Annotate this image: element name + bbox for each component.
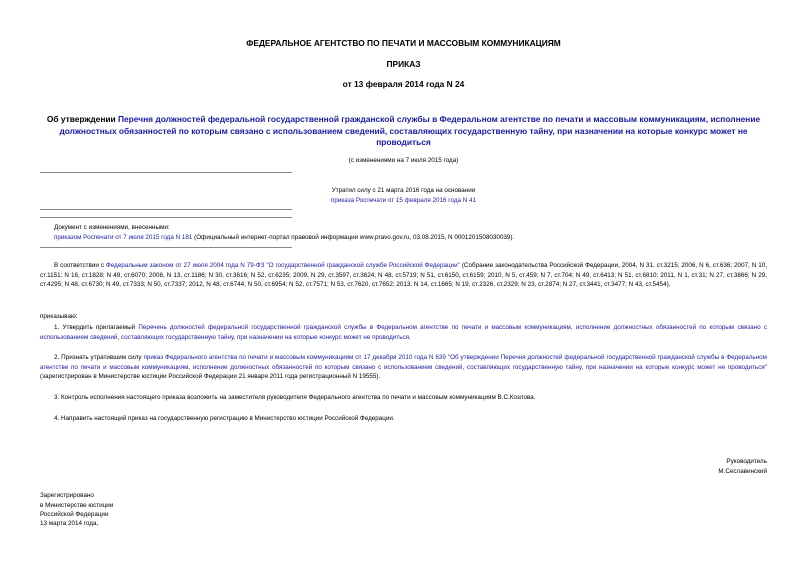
validity-note: Утратил силу с 21 марта 2016 года на основании bbox=[331, 187, 476, 194]
changes-link[interactable]: приказом Роспечати от 7 июля 2015 года N 181 bbox=[54, 234, 193, 241]
registration-line-3: Российской Федерации bbox=[40, 511, 109, 518]
validity-link[interactable]: приказа Роспечати от 15 февраля 2016 года N 41 bbox=[330, 197, 477, 204]
registration-line-4: 13 марта 2014 года, bbox=[40, 520, 99, 527]
item-1-prefix: 1. Утвердить прилагаемый bbox=[54, 324, 139, 331]
item-4-text: 4. Направить настоящий приказ на государственную регистрацию в Министерство юстиции Российской Федерации. bbox=[54, 415, 395, 422]
signature-role: Руководитель bbox=[726, 458, 767, 465]
changes-detail bbox=[54, 233, 767, 243]
item-4 bbox=[40, 414, 767, 424]
registration-line-2: в Министерстве юстиции bbox=[40, 502, 114, 509]
item-1-suffix: . bbox=[409, 333, 411, 341]
document-type: ПРИКАЗ bbox=[386, 59, 421, 69]
item-2 bbox=[40, 353, 767, 382]
item-3 bbox=[40, 393, 767, 403]
title-prefix: Об утверждении bbox=[46, 114, 118, 124]
document-title bbox=[40, 114, 767, 149]
federal-law-link[interactable]: Федеральным законом от 27 июля 2004 года N 79-ФЗ "О государственной гражданской службе Российской Федерации" bbox=[105, 262, 460, 269]
document-date-number: от 13 февраля 2014 года N 24 bbox=[342, 79, 465, 89]
item-2-prefix: 2. Признать утратившим силу bbox=[54, 354, 144, 361]
changes-rest: (Официальный интернет-портал правовой информации www.pravo.gov.ru, 03.08.2015, N 0001201508030039). bbox=[192, 234, 515, 241]
preamble-paragraph bbox=[40, 261, 767, 290]
changes-label: Документ с изменениями, внесенными: bbox=[54, 224, 170, 231]
order-word: приказываю: bbox=[40, 313, 78, 320]
preamble-rest: (Собрание законодательства Российской Федерации, 2004, N 31, ст.3215; 2006, N 6, ст.636; 2007, N 10, ст.1151; N 16, ст.1828; N 49, ст.6070; 2008, N 13, ст.1186; N 30, ст.3616; N 52, ст.6235; 2009, N 29, ст.3597, ст.3624; N 48, ст.5719; N 51, ст.6150, ст.6159; 2010, N 5, ст.459; N 7, ст.704; N 49, ст.6413; N 51, ст.6810; 2011, N 1, ст.31; N 27, ст.3866; N 29, ст.4295; N 48, ст.6730; N 49, ст.7333; N 50, ст.7337; 2012, N 48, ст.6744; N 50, ст.6954; N 52, ст.7571; N 53, ст.7620, ст.7652; 2013, N 14, ст.1665; N 19, ст.2326, ст.2329; N 23, ст.2874; N 27, ст.3441, ст.3477; N 43, ст.5454), bbox=[40, 262, 767, 289]
divider bbox=[40, 209, 292, 210]
amendments-note: (с изменениями на 7 июля 2015 года) bbox=[348, 157, 459, 164]
item-2-order-link[interactable]: приказ Федерального агентства по печати и массовым коммуникациям от 17 декабря 2010 года N 639 "Об утверждении Перечня должностей федеральной государственной гражданской службы в Федеральном агентстве по печати и массовым коммуникациям, исполнение должностных обязанностей по которым связано с использованием сведений, составляющих государственную тайну, при назначении на которые конкурс может не проводиться" bbox=[40, 354, 767, 371]
agency-name: ФЕДЕРАЛЬНОЕ АГЕНТСТВО ПО ПЕЧАТИ И МАССОВЫМ КОММУНИКАЦИЯМ bbox=[246, 38, 561, 48]
preamble-prefix: В соответствии с bbox=[54, 262, 106, 269]
item-1 bbox=[40, 323, 767, 342]
item-1-list-link[interactable]: Перечень должностей федеральной государственной гражданской службы в Федеральном агентстве по печати и массовым коммуникациям, исполнение должностных обязанностей по которым связано с использованием сведений, составляющих государственную тайну, при назначении на которые конкурс может не проводиться bbox=[40, 324, 767, 341]
title-list-link[interactable]: Перечня должностей федеральной государственной гражданской службы в Федеральном агентстве по печати и массовым коммуникациям, исполнение должностных обязанностей по которым связано с использованием сведений, составляющих государственную тайну, при назначении на которые конкурс может не проводиться bbox=[59, 114, 761, 147]
item-2-suffix: (зарегистрирован в Министерстве юстиции Российской Федерации 21 января 2011 года регистрационный N 19555). bbox=[40, 373, 381, 381]
divider bbox=[40, 217, 292, 218]
divider bbox=[40, 247, 292, 248]
signature-name: М.Сеславинский bbox=[718, 468, 767, 475]
divider bbox=[40, 172, 292, 173]
registration-line-1: Зарегистрировано bbox=[40, 492, 94, 499]
item-3-text: 3. Контроль исполнения настоящего приказа возложить на заместителя руководителя Федерального агентства по печати и массовым коммуникациям В.С.Козлова. bbox=[54, 394, 536, 401]
